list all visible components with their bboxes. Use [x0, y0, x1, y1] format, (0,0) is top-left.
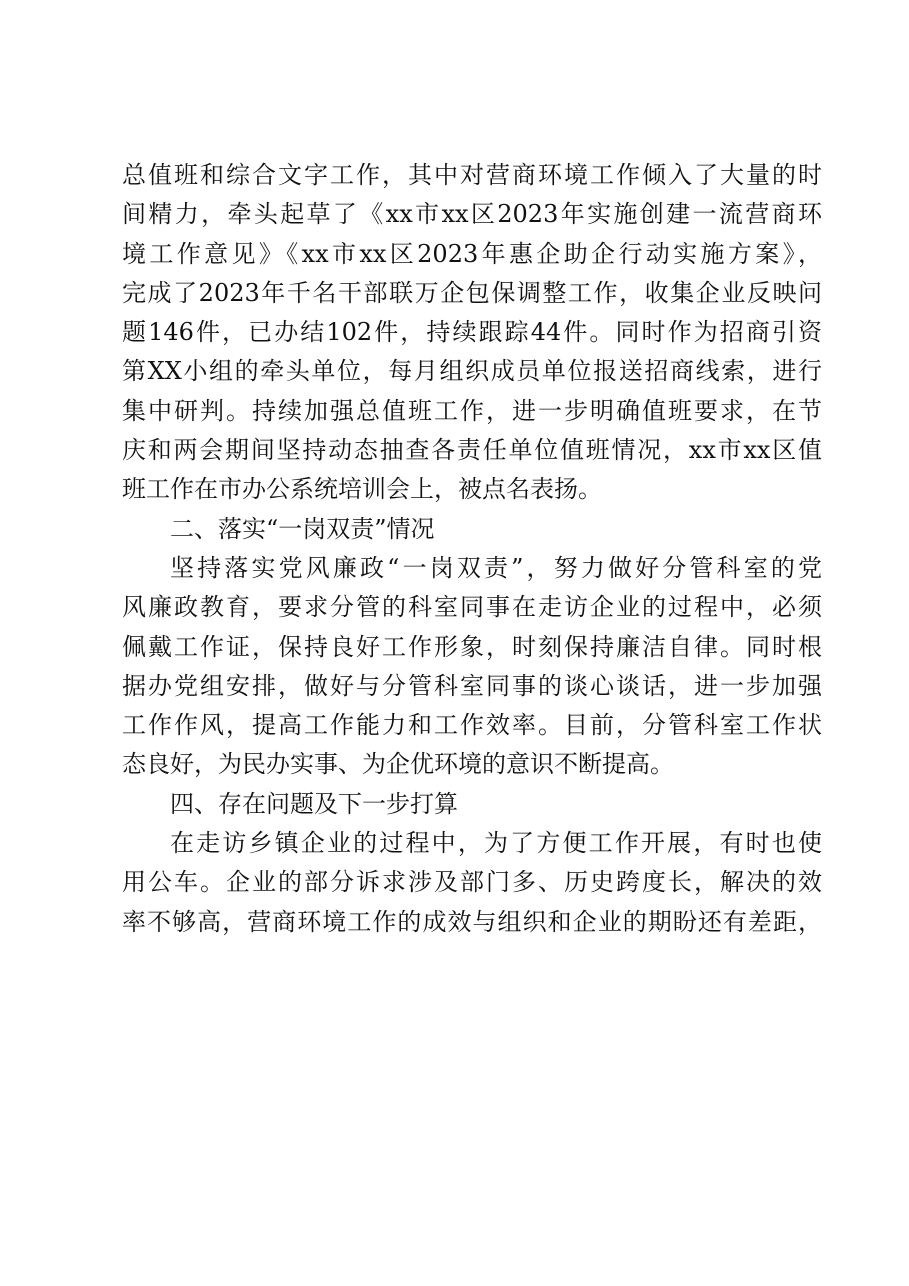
text-line: 风廉政教育，要求分管的科室同事在走访企业的过程中，必须	[122, 593, 822, 622]
text-line: 第XX小组的牵头单位，每月组织成员单位报送招商线索，进行	[122, 357, 822, 386]
text-line: 据办党组安排，做好与分管科室同事的谈心谈话，进一步加强	[122, 671, 822, 700]
text-line: 班工作在市办公系统培训会上，被点名表扬。	[122, 475, 602, 504]
text-line: 坚持落实党风廉政“一岗双责”，努力做好分管科室的党	[170, 553, 822, 582]
paragraph-duty-work	[122, 156, 822, 510]
text-line: 总值班和综合文字工作，其中对营商环境工作倾入了大量的时	[122, 161, 822, 189]
text-line: 率不够高，营商环境工作的成效与组织和企业的期盼还有差距，	[122, 907, 822, 936]
text-line: 工作作风，提高工作能力和工作效率。目前，分管科室工作状	[122, 711, 822, 740]
section-heading-four: 四、存在问题及下一步打算	[170, 789, 458, 818]
text-line: 完成了2023年千名干部联万企包保调整工作，收集企业反映问	[122, 278, 822, 307]
section-heading-two: 二、落实“一岗双责”情况	[170, 514, 435, 543]
text-line: 题146件，已办结102件，持续跟踪44件。同时作为招商引资	[122, 318, 822, 347]
text-line: 佩戴工作证，保持良好工作形象，时刻保持廉洁自律。同时根	[122, 632, 822, 661]
text-line: 在走访乡镇企业的过程中，为了方便工作开展，有时也使	[170, 829, 822, 858]
text-line: 间精力，牵头起草了《xx市xx区2023年实施创建一流营商环	[122, 200, 822, 229]
paragraph-responsibility	[122, 549, 822, 785]
text-line: 集中研判。持续加强总值班工作，进一步明确值班要求，在节	[122, 396, 822, 425]
paragraph-problems	[122, 824, 822, 942]
text-line: 用公车。企业的部分诉求涉及部门多、历史跨度长，解决的效	[122, 868, 822, 897]
document-body	[122, 156, 822, 942]
text-line: 境工作意见》《xx市xx区2023年惠企助企行动实施方案》，	[122, 239, 822, 268]
text-line: 庆和两会期间坚持动态抽查各责任单位值班情况，xx市xx区值	[122, 436, 822, 465]
text-line: 态良好，为民办实事、为企优环境的意识不断提高。	[122, 750, 674, 779]
